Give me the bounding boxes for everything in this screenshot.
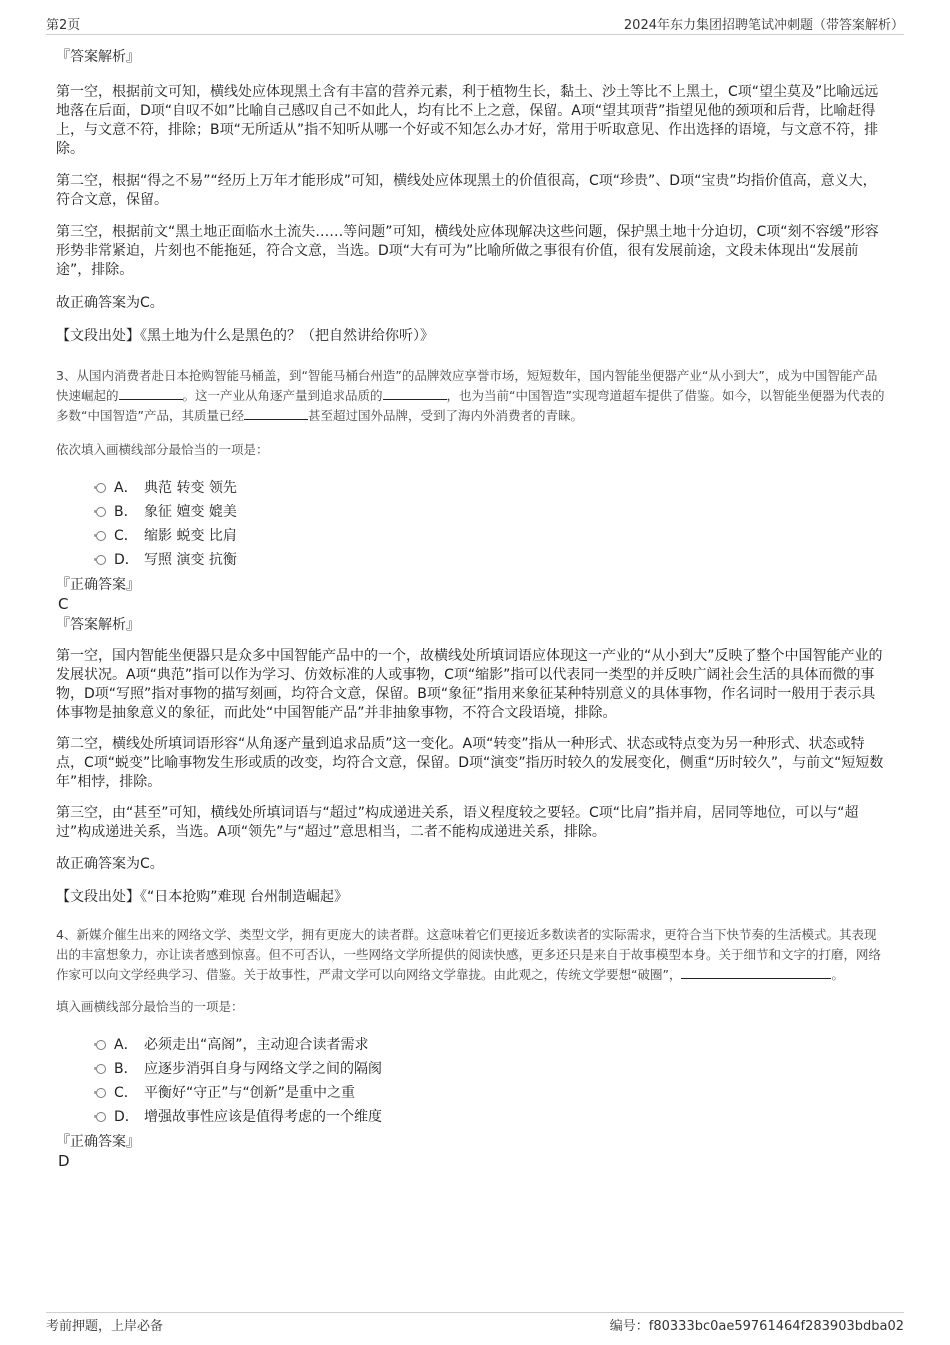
option-text: 象征 嬗变 媲美 (144, 504, 237, 520)
document-title: 2024年东力集团招聘笔试冲刺题（带答案解析） (623, 18, 904, 33)
correct-answer-label: 『正确答案』 (56, 1134, 140, 1150)
option-a[interactable] (96, 476, 888, 500)
option-a[interactable] (96, 1033, 888, 1057)
option-c[interactable] (96, 1081, 888, 1105)
option-key: D． (114, 1109, 139, 1125)
option-key: C． (114, 528, 138, 544)
radio-icon[interactable] (96, 1064, 106, 1074)
analysis-label: 『答案解析』 (56, 617, 140, 633)
analysis-paragraph: 第一空，根据前文可知，横线处应体现黑土含有丰富的营养元素，利于植物生长，黏土、沙土等比不上黑土，C项“望尘莫及”比喻远远地落在后面，D项“自叹不如”比喻自己感叹自己不如此人，均有比不上之意，保留。A项“望其项背”指望见他的颈项和后背，比喻赶得上，与文意不符，排除；B项“无所适从”指不知听从哪一个好或不知怎么办才好，常用于听取意见、作出选择的语境，与文意不符，排除。 (56, 84, 879, 157)
option-key: C． (114, 1085, 138, 1101)
option-text: 写照 演变 抗衡 (144, 552, 237, 568)
option-text: 应逐步消弭自身与网络文学之间的隔阂 (144, 1061, 382, 1077)
page-content (56, 46, 888, 1171)
fill-blank (244, 407, 308, 420)
page-number: 第2页 (46, 18, 81, 33)
option-key: B． (114, 504, 138, 520)
stem-text: 。 (831, 967, 844, 982)
analysis-label: 『答案解析』 (56, 49, 140, 65)
option-c[interactable] (96, 524, 888, 548)
radio-icon[interactable] (96, 1040, 106, 1050)
correct-answer: D (58, 1152, 70, 1170)
stem-text: 3、从国内消费者赴日本抢购智能马桶盖，到“智能马桶台州造”的品牌效应享誉市场，短短数年，国内智能坐便器产业“从小到大”，成为中国智能产品快速崛起的 (56, 368, 878, 403)
fill-blank (119, 387, 183, 400)
option-key: A． (114, 480, 138, 496)
option-key: B． (114, 1061, 138, 1077)
footer-slogan: 考前押题，上岸必备 (46, 1319, 164, 1334)
question-prompt: 填入画横线部分最恰当的一项是： (56, 999, 244, 1014)
radio-icon[interactable] (96, 1112, 106, 1122)
radio-icon[interactable] (96, 1088, 106, 1098)
fill-blank (681, 966, 831, 979)
radio-icon[interactable] (96, 531, 106, 541)
option-d[interactable] (96, 1105, 888, 1129)
option-key: A． (114, 1037, 138, 1053)
source-citation: 【文段出处】《“日本抢购”难现 台州制造崛起》 (56, 889, 348, 905)
stem-text: ，也为当前“中国智造”实现弯道超车提供了借鉴。如今，以智能坐便器为代表的多数“中国智造”产品，其质量已经 (56, 388, 885, 423)
stem-text: 甚至超过国外品牌，受到了海内外消费者的青睐。 (307, 408, 583, 423)
question-prompt: 依次填入画横线部分最恰当的一项是： (56, 442, 269, 457)
radio-icon[interactable] (96, 483, 106, 493)
analysis-paragraph: 第三空，根据前文“黑土地正面临水土流失……等问题”可知，横线处应体现解决这些问题，保护黑土地十分迫切，C项“刻不容缓”形容形势非常紧迫，片刻也不能拖延，符合文意，当选。D项“大有可为”比喻所做之事很有价值，很有发展前途，文段未体现出“发展前途”，排除。 (56, 224, 879, 278)
stem-text: 。这一产业从角逐产量到追求品质的 (182, 388, 383, 403)
radio-icon[interactable] (96, 507, 106, 517)
question-4-stem (56, 925, 888, 985)
stem-text: 4、新媒介催生出来的网络文学、类型文学，拥有更庞大的读者群。这意味着它们更接近多数读者的实际需求，更符合当下快节奏的生活模式。其表现出的丰富想象力，亦让读者感到惊喜。但不可否认，一些网络文学所提供的阅读快感，更多还只是来自于故事模型本身。关于细节和文字的打磨，网络作家可以向文学经典学习、借鉴。关于故事性，严肃文学可以向网络文学靠拢。由此观之，传统文学要想“破圈”， (56, 927, 882, 982)
analysis-paragraph: 第一空，国内智能坐便器只是众多中国智能产品中的一个，故横线处所填词语应体现这一产业的“从小到大”反映了整个中国智能产业的发展状况。A项“典范”指可以作为学习、仿效标准的人或事物，C项“缩影”指可以代表同一类型的并反映广阔社会生活的具体而微的事物，D项“写照”指对事物的描写刻画，均符合文意，保留。B项“象征”指用来象征某种特别意义的具体事物，作名词时一般用于表示具体事物是抽象意义的象征，而此处“中国智能产品”并非抽象事物，不符合文段语境，排除。 (56, 648, 883, 721)
radio-icon[interactable] (96, 555, 106, 565)
option-text: 必须走出“高阁”，主动迎合读者需求 (144, 1037, 369, 1053)
fill-blank (383, 387, 447, 400)
option-text: 平衡好“守正”与“创新”是重中之重 (144, 1085, 356, 1101)
question-3-options (96, 476, 888, 572)
document-id: 编号：f80333bc0ae59761464f283903bdba02 (609, 1319, 904, 1334)
analysis-paragraph: 第二空，横线处所填词语形容“从角逐产量到追求品质”这一变化。A项“转变”指从一种形式、状态或特点变为另一种形式、状态或特点，C项“蜕变”比喻事物发生形或质的改变，均符合文意，保留。D项“演变”指历时较久的发展变化，侧重“历时较久”，与前文“短短数年”相悖，排除。 (56, 736, 884, 790)
option-b[interactable] (96, 500, 888, 524)
question-3-stem (56, 366, 888, 426)
analysis-paragraph: 第二空，根据“得之不易”“经历上万年才能形成”可知，横线处应体现黑土的价值很高，C项“珍贵”、D项“宝贵”均指价值高，意义大，符合文意，保留。 (56, 173, 877, 208)
page-header (46, 14, 904, 35)
option-key: D． (114, 552, 139, 568)
option-text: 缩影 蜕变 比肩 (144, 528, 237, 544)
correct-answer-label: 『正确答案』 (56, 577, 140, 593)
option-text: 增强故事性应该是值得考虑的一个维度 (144, 1109, 382, 1125)
conclusion: 故正确答案为C。 (56, 295, 164, 311)
correct-answer: C (58, 595, 69, 613)
option-b[interactable] (96, 1057, 888, 1081)
option-d[interactable] (96, 548, 888, 572)
question-4-options (96, 1033, 888, 1129)
option-text: 典范 转变 领先 (144, 480, 237, 496)
page-footer (46, 1312, 904, 1335)
conclusion: 故正确答案为C。 (56, 856, 164, 872)
analysis-paragraph: 第三空，由“甚至”可知，横线处所填词语与“超过”构成递进关系，语义程度较之要轻。C项“比肩”指并肩，居同等地位，可以与“超过”构成递进关系，当选。A项“领先”与“超过”意思相当，二者不能构成递进关系，排除。 (56, 805, 859, 840)
source-citation: 【文段出处】《黑土地为什么是黑色的？（把自然讲给你听）》 (56, 328, 434, 344)
